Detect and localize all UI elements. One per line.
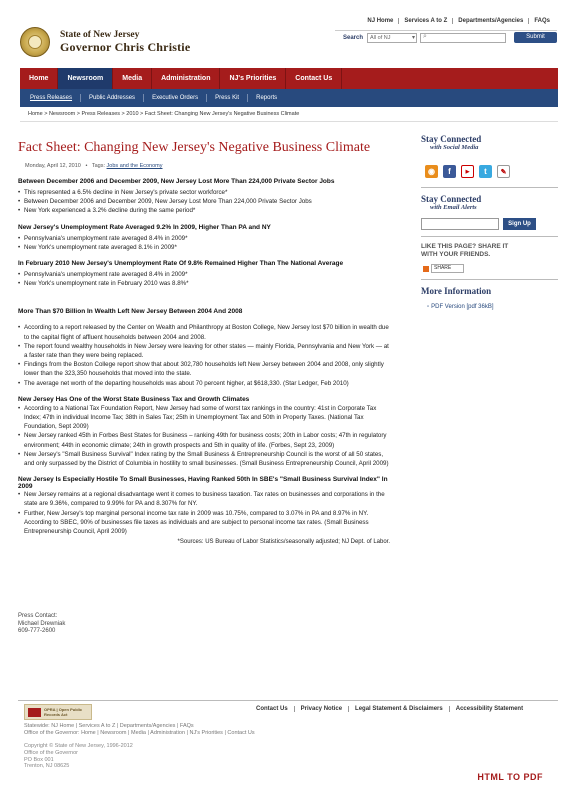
search-label: Search bbox=[343, 35, 364, 41]
office-name: Office of the Governor bbox=[24, 749, 79, 756]
share-label: SHARE bbox=[431, 264, 464, 273]
email-field[interactable] bbox=[421, 218, 499, 230]
section-heading: New Jersey Is Especially Hostile To Small Businesses, Having Ranked 50th In SBE's "Small Business Survival Index" In 2009 bbox=[18, 476, 388, 491]
list-item: • Further, New Jersey's top marginal personal income tax rate in 2009 was 10.75%, compared to 3.07% in PA and 8.97% in NY. According to SBEC, 90% of businesses file taxes as individuals and are subject to personal income tax rates. (Small Business Entrepreneurship Council, April 2009) bbox=[18, 509, 390, 537]
subnav-press-releases[interactable]: Press Releases bbox=[22, 94, 81, 102]
list-item: • New York's unemployment rate averaged 8.1% in 2009* bbox=[18, 243, 390, 252]
divider bbox=[421, 236, 558, 237]
article-meta: Monday, April 12, 2010 • Tags: Jobs and the Economy bbox=[25, 163, 163, 169]
section bbox=[18, 224, 390, 252]
stay-connected-email-heading: Stay Connected bbox=[421, 194, 482, 204]
search-scope-value: All of NJ bbox=[370, 35, 391, 41]
search-input[interactable] bbox=[420, 33, 506, 43]
list-item: • Pennsylvania's unemployment rate averaged 8.4% in 2009* bbox=[18, 234, 390, 243]
list-item: • The average net worth of the departing households was about 70 percent higher, at $618,330. (Star Ledger, Feb 2010) bbox=[18, 379, 390, 388]
main-nav bbox=[20, 68, 558, 89]
section-heading: More Than $70 Billion In Wealth Left New Jersey Between 2004 And 2008 bbox=[18, 308, 243, 316]
footer-links bbox=[250, 706, 529, 712]
divider bbox=[18, 700, 558, 701]
section bbox=[18, 178, 390, 216]
state-seal-icon[interactable] bbox=[20, 27, 50, 57]
governor-name[interactable]: Governor Chris Christie bbox=[60, 40, 191, 54]
sources-note: *Sources: US Bureau of Labor Statistics/seasonally adjusted; NJ Dept. of Labor. bbox=[177, 539, 390, 546]
chevron-down-icon: ▾ bbox=[411, 35, 415, 41]
tags-label: Tags: bbox=[91, 163, 106, 169]
opra-logo-icon bbox=[28, 708, 41, 717]
email-alerts-subheading: with Email Alerts bbox=[430, 204, 477, 211]
list-item: • The report found wealthy households in New Jersey were leaving for other states — mainly Florida, Pennsylvania and New York — at a faster rate than they were being replaced. bbox=[18, 342, 390, 360]
nav-newsroom[interactable]: Newsroom bbox=[58, 68, 113, 89]
list-item: • Between December 2006 and December 2009, New Jersey Lost More Than 224,000 Private Sector Jobs bbox=[18, 197, 390, 206]
section-heading: New Jersey's Unemployment Rate Averaged 9.2% In 2009, Higher Than PA and NY bbox=[18, 223, 271, 231]
breadcrumb[interactable]: Home > Newsroom > Press Releases > 2010 > Fact Sheet: Changing New Jersey's Negative Business Climate bbox=[28, 111, 300, 117]
divider bbox=[421, 187, 558, 188]
section bbox=[18, 308, 390, 387]
search-scope-select[interactable] bbox=[367, 33, 417, 43]
list-item: • Findings from the Boston College report show that about 302,780 households left New Jersey between 2004 and 2008, only slightly lower than the 323,350 households that moved into the state. bbox=[18, 360, 390, 378]
util-link-nj-home[interactable]: NJ Home bbox=[367, 18, 394, 24]
more-info-heading: More Information bbox=[421, 286, 492, 296]
nav-administration[interactable]: Administration bbox=[152, 68, 220, 89]
share-prompt-line1: LIKE THIS PAGE? SHARE IT bbox=[421, 243, 509, 250]
list-item: • This represented a 6.5% decline in New Jersey's private sector workforce* bbox=[18, 188, 390, 197]
util-link-services[interactable]: Services A to Z bbox=[398, 18, 452, 24]
subnav-executive-orders[interactable]: Executive Orders bbox=[144, 94, 207, 102]
press-contact-name: Michael Drewniak bbox=[18, 620, 66, 627]
divider bbox=[335, 30, 557, 31]
signup-button[interactable]: Sign Up bbox=[503, 218, 536, 230]
twitter-icon[interactable]: t bbox=[479, 165, 492, 178]
share-prompt-line2: WITH YOUR FRIENDS. bbox=[421, 251, 491, 258]
list-item: • New York's unemployment rate in February 2010 was 8.8%* bbox=[18, 279, 390, 288]
share-button[interactable] bbox=[423, 264, 558, 273]
article-body bbox=[18, 178, 390, 553]
nav-contact[interactable]: Contact Us bbox=[286, 68, 342, 89]
section bbox=[18, 260, 390, 288]
search-icon: ⌕ bbox=[423, 33, 427, 40]
list-item: • New Jersey's "Small Business Survival" Index rating by the Small Business & Entrepreneurship Council is the worst of all 50 states, and only surpassed by the District of Columbia in hostility to small businesses. (Small Business Entrepreneurship Council, April 2009) bbox=[18, 450, 390, 468]
section bbox=[18, 476, 390, 545]
pdf-version-link[interactable] bbox=[427, 304, 558, 310]
copyright: Copyright © State of New Jersey, 1996-2012 bbox=[24, 743, 133, 749]
submit-button[interactable]: Submit bbox=[514, 32, 557, 43]
opra-logo[interactable] bbox=[24, 704, 92, 720]
article-date: Monday, April 12, 2010 bbox=[25, 163, 81, 169]
footer-address bbox=[24, 743, 133, 770]
utility-links bbox=[362, 18, 555, 24]
email-signup bbox=[421, 218, 558, 230]
press-contact bbox=[18, 613, 65, 636]
site-header bbox=[0, 0, 565, 68]
stay-connected-heading: Stay Connected bbox=[421, 134, 482, 144]
footer-link-contact[interactable]: Contact Us bbox=[256, 706, 288, 712]
press-contact-phone: 609-777-2600 bbox=[18, 628, 56, 634]
list-item: • New Jersey ranked 45th in Forbes Best States for Business – ranking 49th for business costs; 20th in Labor costs; 47th in regulatory environment; 44th in economic climate; 24th in growth prospects and 5th in quality of life. (Forbes, Sept 23, 2009) bbox=[18, 431, 390, 449]
social-media-subheading: with Social Media bbox=[430, 144, 479, 151]
pdf-version-label: PDF Version [pdf 36kB] bbox=[431, 304, 494, 310]
flickr-icon[interactable]: ✎ bbox=[497, 165, 510, 178]
footer-office-links[interactable]: Office of the Governor: Home | Newsroom | Media | Administration | NJ's Priorities | Contact Us bbox=[24, 730, 255, 736]
po-box: PO Box 001 bbox=[24, 756, 54, 763]
list-item: • New Jersey remains at a regional disadvantage went it comes to business taxation. Tax rates on businesses and corporations in the state are 9.36%, compared to 9.99% for PA and 8.307% for NY. bbox=[18, 490, 390, 508]
tag-link[interactable]: Jobs and the Economy bbox=[106, 163, 163, 169]
list-item: • According to a National Tax Foundation Report, New Jersey had some of worst tax rankings in the country: 41st in Corporate Tax Index; 47th in individual Income Tax; 38th in Sales Tax; 25th in Unemployment Tax and 50th in Property Taxes. (National Tax Foundation, Sept 2009) bbox=[18, 404, 390, 432]
list-item: • Pennsylvania's unemployment rate averaged 8.4% in 2009* bbox=[18, 270, 390, 279]
html-to-pdf-badge: HTML TO PDF bbox=[477, 772, 543, 782]
footer-link-accessibility[interactable]: Accessibility Statement bbox=[449, 706, 529, 712]
divider bbox=[421, 279, 558, 280]
opra-logo-text: OPRA | Open Public Records Act bbox=[44, 707, 83, 717]
section-heading: New Jersey Has One of the Worst State Business Tax and Growth Climates bbox=[18, 395, 250, 403]
footer-link-privacy[interactable]: Privacy Notice bbox=[294, 706, 348, 712]
footer-statewide-links[interactable]: Statewide: NJ Home | Services A to Z | Departments/Agencies | FAQs bbox=[24, 723, 194, 729]
share-icon bbox=[423, 266, 429, 272]
section bbox=[18, 396, 390, 468]
facebook-icon[interactable]: f bbox=[443, 165, 456, 178]
sub-nav bbox=[20, 89, 558, 107]
footer-link-legal[interactable]: Legal Statement & Disclaimers bbox=[348, 706, 449, 712]
press-contact-label: Press Contact: bbox=[18, 613, 58, 619]
util-link-departments[interactable]: Departments/Agencies bbox=[452, 18, 528, 24]
nav-home[interactable]: Home bbox=[20, 68, 58, 89]
rss-icon[interactable]: ◉ bbox=[425, 165, 438, 178]
list-item: • New York experienced a 3.2% decline during the same period* bbox=[18, 206, 390, 215]
social-icons bbox=[425, 165, 558, 178]
divider bbox=[20, 121, 558, 122]
pdf-icon: ▫ bbox=[427, 304, 430, 310]
section-heading: In February 2010 New Jersey's Unemployment Rate Of 9.8% Remained Higher Than The National Average bbox=[18, 260, 344, 268]
state-name: State of New Jersey bbox=[60, 30, 140, 40]
subnav-press-kit[interactable]: Press Kit bbox=[207, 94, 248, 102]
subnav-reports[interactable]: Reports bbox=[256, 95, 278, 101]
subnav-public-addresses[interactable]: Public Addresses bbox=[81, 94, 144, 102]
section-heading: Between December 2006 and December 2009, New Jersey Lost More Than 224,000 Private Sector Jobs bbox=[18, 178, 335, 185]
youtube-icon[interactable]: ▶ bbox=[461, 165, 474, 178]
nav-media[interactable]: Media bbox=[113, 68, 152, 89]
page-title: Fact Sheet: Changing New Jersey's Negative Business Climate bbox=[18, 140, 371, 155]
city: Trenton, NJ 08625 bbox=[24, 763, 70, 770]
util-link-faqs[interactable]: FAQs bbox=[528, 18, 555, 24]
list-item: • According to a report released by the Center on Wealth and Philanthropy at Boston College, New Jersey lost $70 billion in wealth due to the capital flight of affluent households between 2004 and 2008. bbox=[18, 323, 390, 341]
nav-priorities[interactable]: NJ's Priorities bbox=[220, 68, 286, 89]
sidebar bbox=[421, 134, 558, 310]
